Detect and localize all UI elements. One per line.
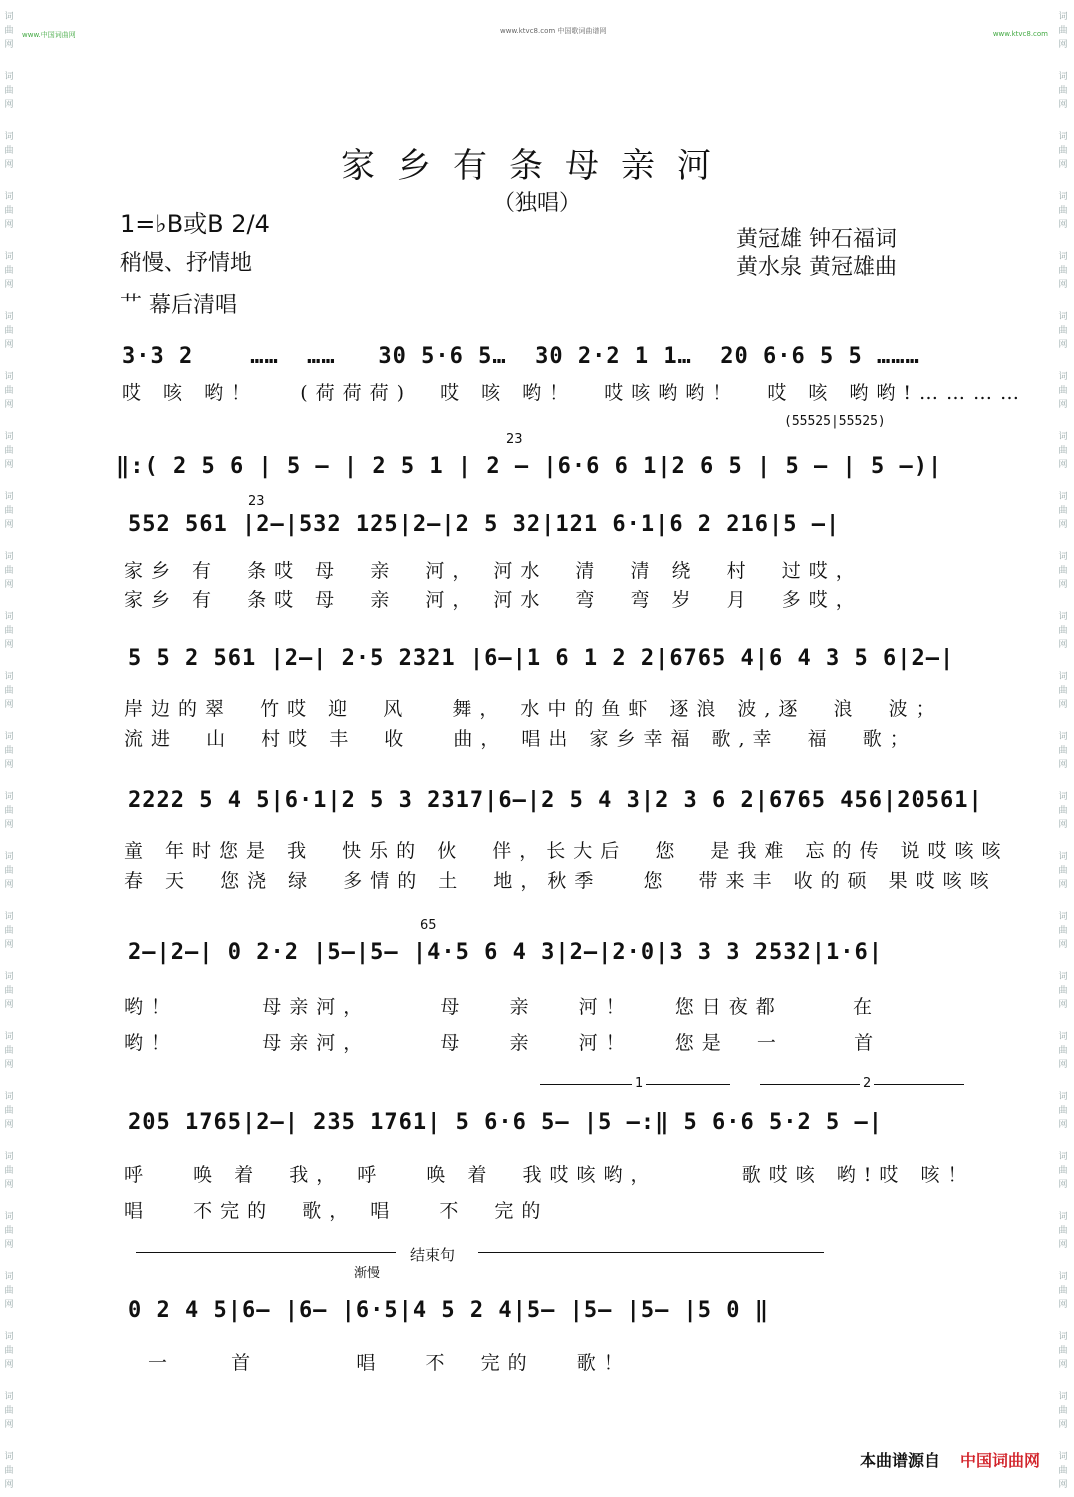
- ending-label: 结束句: [410, 1246, 456, 1264]
- watermark-mark: 词曲网: [1058, 492, 1068, 530]
- watermark-mark: 词曲网: [1058, 1392, 1068, 1430]
- watermark-mark: 词曲网: [4, 1032, 14, 1070]
- lyrics-line-5-verse-2: 春 天 您浇 绿 多情的 土 地，秋季 您 带来丰 收的硕 果哎咳咳: [124, 870, 997, 892]
- lyrics-line-4-verse-1: 岸边的翠 竹哎 迎 风 舞， 水中的鱼虾 逐浪 波,逐 浪 波；: [124, 698, 943, 720]
- right-watermark-strip: [1056, 0, 1072, 1497]
- composers: 黄水泉 黄冠雄曲: [736, 255, 897, 280]
- notation-line-6: 2—|2—| 0 2·2 |5—|5— |4·5 6 4 3|2—|2·0|3 3 3 2532|1·6|: [128, 940, 883, 965]
- volta-1-label: 1: [632, 1076, 646, 1091]
- song-subtitle: （独唱）: [492, 191, 581, 216]
- watermark-mark: 词曲网: [1058, 1092, 1068, 1130]
- watermark-mark: 词曲网: [1058, 372, 1068, 410]
- key-signature: 1=♭B或B 2/4: [120, 210, 270, 238]
- notation-line-7: 205 1765|2—| 235 1761| 5 6·6 5— |5 —:‖ 5 6·6 5·2 5 —|: [128, 1110, 883, 1135]
- watermark-mark: 词曲网: [4, 1392, 14, 1430]
- watermark-mark: 词曲网: [4, 732, 14, 770]
- lyrics-line-4-verse-2: 流进 山 村哎 丰 收 曲， 唱出 家乡幸福 歌,幸 福 歌；: [124, 728, 917, 750]
- watermark-mark: 词曲网: [4, 1152, 14, 1190]
- watermark-mark: 词曲网: [4, 972, 14, 1010]
- lyrics-line-5-verse-1: 童 年时您是 我 快乐的 伙 伴，长大后 您 是我难 忘的传 说哎咳咳: [124, 840, 1009, 862]
- watermark-mark: 词曲网: [1058, 192, 1068, 230]
- watermark-mark: 词曲网: [1058, 672, 1068, 710]
- watermark-mark: 词曲网: [1058, 72, 1068, 110]
- credits: [736, 226, 897, 282]
- watermark-mark: 词曲网: [1058, 732, 1068, 770]
- notation-line-5: 2222 5 4 5|6·1|2 5 3 2317|6—|2 5 4 3|2 3 6 2|6765 456|20561|: [128, 788, 983, 813]
- ending-bracket-left: [136, 1252, 396, 1253]
- tempo-marking: 稍慢、抒情地: [120, 251, 253, 276]
- watermark-mark: 词曲网: [4, 912, 14, 950]
- notation-line-1: 3·3 2 …… …… 30 5·6 5… 30 2·2 1 1… 20 6·6 5 5 ………: [122, 344, 920, 369]
- annotation-line-2: (55525|55525): [784, 414, 886, 429]
- watermark-mark: 词曲网: [4, 492, 14, 530]
- lyrics-line-7-verse-1: 呼 唤 着 我， 呼 唤 着 我哎咳哟， 歌哎咳 哟!哎 咳！: [124, 1164, 975, 1186]
- watermark-mark: 词曲网: [1058, 12, 1068, 50]
- watermark-mark: 词曲网: [1058, 132, 1068, 170]
- watermark-mark: 词曲网: [4, 252, 14, 290]
- lyrics-line-6-verse-1: 哟！ 母亲河， 母 亲 河！ 您日夜都 在: [124, 996, 880, 1018]
- watermark-mark: 词曲网: [4, 12, 14, 50]
- watermark-mark: 词曲网: [1058, 792, 1068, 830]
- watermark-mark: 词曲网: [1058, 972, 1068, 1010]
- notation-line-4: 5 5 2 561 |2—| 2·5 2321 |6—|1 6 1 2 2|6765 4|6 4 3 5 6|2—|: [128, 646, 955, 671]
- volta-2-label: 2: [860, 1076, 874, 1091]
- song-title: 家乡有条母亲河: [341, 146, 733, 186]
- watermark-mark: 词曲网: [4, 72, 14, 110]
- header-right-tag: www.ktvc8.com: [992, 30, 1048, 38]
- watermark-mark: 词曲网: [1058, 552, 1068, 590]
- ending-bracket-right: [478, 1252, 824, 1253]
- watermark-mark: 词曲网: [4, 312, 14, 350]
- watermark-mark: 词曲网: [1058, 852, 1068, 890]
- left-watermark-strip: [2, 0, 18, 1497]
- watermark-mark: 词曲网: [1058, 252, 1068, 290]
- lyrics-line-6-verse-2: 哟！ 母亲河， 母 亲 河！ 您是 一 首: [124, 1032, 882, 1054]
- watermark-mark: 词曲网: [4, 1452, 14, 1490]
- watermark-mark: 词曲网: [1058, 432, 1068, 470]
- watermark-mark: 词曲网: [4, 1272, 14, 1310]
- watermark-mark: 词曲网: [4, 852, 14, 890]
- prelude-note: 艹 幕后清唱: [120, 293, 237, 318]
- notation-line-8: 0 2 4 5|6— |6— |6·5|4 5 2 4|5— |5— |5— |5 0 ‖: [128, 1298, 770, 1323]
- header-left-tag: www.中国词曲网: [22, 31, 76, 39]
- watermark-mark: 词曲网: [4, 132, 14, 170]
- watermark-mark: 词曲网: [4, 1212, 14, 1250]
- watermark-mark: 词曲网: [4, 192, 14, 230]
- watermark-mark: 词曲网: [1058, 912, 1068, 950]
- grace-note-line-3: 23: [248, 494, 265, 509]
- watermark-mark: 词曲网: [4, 1092, 14, 1130]
- dynamic-marking: 渐慢: [354, 1266, 381, 1281]
- grace-note-line-6: 65: [420, 918, 437, 933]
- watermark-mark: 词曲网: [4, 792, 14, 830]
- watermark-mark: 词曲网: [1058, 312, 1068, 350]
- watermark-mark: 词曲网: [1058, 1332, 1068, 1370]
- footer-source-label: 本曲谱源自: [859, 1451, 940, 1470]
- watermark-mark: 词曲网: [1058, 1212, 1068, 1250]
- header-center-tag: www.ktvc8.com 中国歌词曲谱网: [500, 27, 607, 35]
- lyrics-line-7-verse-2: 唱 不完的 歌， 唱 不 完的: [124, 1200, 549, 1222]
- watermark-mark: 词曲网: [4, 1332, 14, 1370]
- grace-note-line-2: 23: [506, 432, 523, 447]
- watermark-mark: 词曲网: [4, 372, 14, 410]
- watermark-mark: 词曲网: [4, 552, 14, 590]
- watermark-mark: 词曲网: [1058, 612, 1068, 650]
- watermark-mark: 词曲网: [4, 672, 14, 710]
- lyrics-line-1-verse-1: 哎 咳 哟！ (荷荷荷) 哎 咳 哟！ 哎咳哟哟！ 哎 咳 哟哟!…………: [122, 382, 1028, 404]
- watermark-mark: 词曲网: [1058, 1452, 1068, 1490]
- footer-source-site[interactable]: 中国词曲网: [959, 1451, 1040, 1470]
- watermark-mark: 词曲网: [1058, 1272, 1068, 1310]
- notation-line-3: 552 561 |2—|532 125|2—|2 5 32|121 6·1|6 2 216|5 —|: [128, 512, 841, 537]
- watermark-mark: 词曲网: [4, 432, 14, 470]
- watermark-mark: 词曲网: [1058, 1152, 1068, 1190]
- notation-line-2: ‖:( 2 5 6 | 5 — | 2 5 1 | 2 — |6·6 6 1|2 6 5 | 5 — | 5 —)|: [116, 454, 943, 479]
- lyrics-line-3-verse-1: 家乡 有 条哎 母 亲 河， 河水 清 清 绕 村 过哎，: [124, 560, 863, 582]
- lyricists: 黄冠雄 钟石福词: [736, 227, 897, 252]
- lyrics-line-3-verse-2: 家乡 有 条哎 母 亲 河， 河水 弯 弯 岁 月 多哎，: [124, 589, 863, 611]
- watermark-mark: 词曲网: [4, 612, 14, 650]
- lyrics-line-8-verse-1: 一 首 唱 不 完的 歌！: [148, 1352, 631, 1374]
- watermark-mark: 词曲网: [1058, 1032, 1068, 1070]
